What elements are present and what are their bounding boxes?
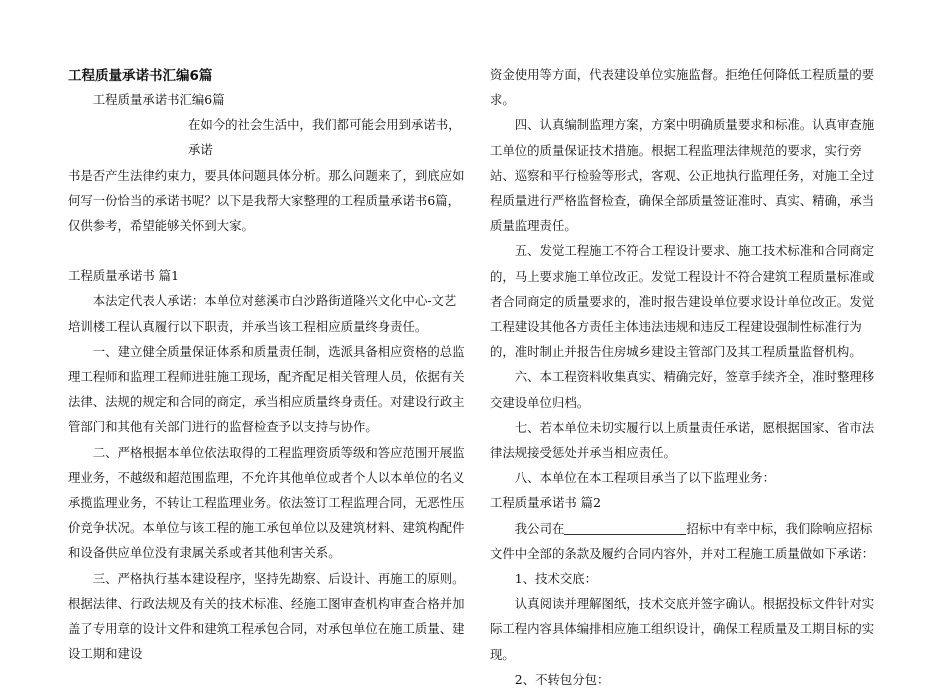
paragraph: 八、本单位在本工程项目承当了以下监理业务： <box>514 470 775 486</box>
paragraph-start: 我公司在 <box>514 520 565 536</box>
paragraph: 二、严格根据本单位依法取得的工程监理资质等级和答应范围开展监理业务，不越级和超范围监理，不允许其他单位或者个人以本单位的名义承揽监理业务，不转让工程监理业务。依法签订工程监理合同，无恶性压价竞争状况。本单位与该工程的施工承包单位以及建筑材料、建筑构配件和设备供应单位没有隶属关系或者其他利害关系。 <box>68 444 465 561</box>
section-heading-2: 工程质量承诺书 篇2 <box>490 495 601 511</box>
paragraph: 七、若本单位未切实履行以上质量责任承诺，愿根据国家、省市法律法规接受惩处并承当相应责任。 <box>490 419 875 461</box>
list-item: 1、技术交底： <box>514 571 598 587</box>
paragraph: 六、本工程资料收集真实、精确完好，签章手续齐全，准时整理移交建设单位归档。 <box>490 369 875 410</box>
paragraph: 三、严格执行基本建设程序，坚持先勘察、后设计、再施工的原则。根据法律、行政法规及有关的技术标准、经施工图审查机构审查合格并加盖了专用章的设计文件和建筑工程承包合同，对承包单位在施工质量、建设工期和建设 <box>68 570 465 662</box>
blank-underline <box>564 520 686 535</box>
paragraph-rest: 招标中有幸中标，我们除响应招标文件中全部的条款及履约合同内容外，并对工程施工质量做如下承诺： <box>490 520 875 561</box>
left-column <box>68 58 468 666</box>
paragraph-continued: 资金使用等方面，代表建设单位实施监督。拒绝任何降低工程质量的要求。 <box>490 67 875 108</box>
list-item: 2、不转包分包： <box>514 671 610 687</box>
paragraph: 五、发觉工程施工不符合工程设计要求、施工技术标准和合同商定的，马上要求施工单位改正。发觉工程设计不符合建筑工程质量标准或者合同商定的质量要求的，准时报告建设单位要求设计单位改正。发觉工程建设其他各方责任主体违法违规和违反工程建设强制性标准行为的，准时制止并报告住房城乡建设主管部门及其工程质量监督机构。 <box>490 243 875 360</box>
paragraph: 本法定代表人承诺：本单位对慈溪市白沙路街道隆兴文化中心-文艺培训楼工程认真履行以下职责，并承当该工程相应质量终身责任。 <box>68 293 457 334</box>
section-heading-1: 工程质量承诺书 篇1 <box>68 268 179 284</box>
document-title: 工程质量承诺书汇编6篇 <box>68 68 213 84</box>
paragraph <box>490 516 880 566</box>
paragraph: 一、建立健全质量保证体系和质量责任制，选派具备相应资格的总监理工程师和监理工程师进驻施工现场，配齐配足相关管理人员，依据有关法律、法规的规定和合同的商定，承当相应质量终身责任。对建设行政主管部门和其他有关部门进行的监督检查予以支持与协作。 <box>68 343 465 435</box>
intro-paragraph: 书是否产生法律约束力，要具体问题具体分析。那么问题来了，到底应如何写一份恰当的承诺书呢？以下是我帮大家整理的工程质量承诺书6篇，仅供参考，希望能够关怀到大家。 <box>68 167 465 234</box>
paragraph: 四、认真编制监理方案，方案中明确质量要求和标准。认真审查施工单位的质量保证技术措施。根据工程监理法律规范的要求，实行旁站、巡察和平行检验等形式，客观、公正地执行监理任务，对施工全过程质量进行严格监督检查，确保全部质量签证准时、真实、精确，承当质量监理责任。 <box>490 117 875 234</box>
paragraph: 认真阅读并理解图纸，技术交底并签字确认。根据投标文件针对实际工程内容具体编排相应施工组织设计，确保工程质量及工期目标的实现。 <box>490 596 875 662</box>
intro-paragraph-line1: 在如今的社会生活中，我们都可能会用到承诺书，承诺 <box>188 117 461 158</box>
document-subtitle: 工程质量承诺书汇编6篇 <box>92 92 225 107</box>
right-column <box>490 58 880 692</box>
